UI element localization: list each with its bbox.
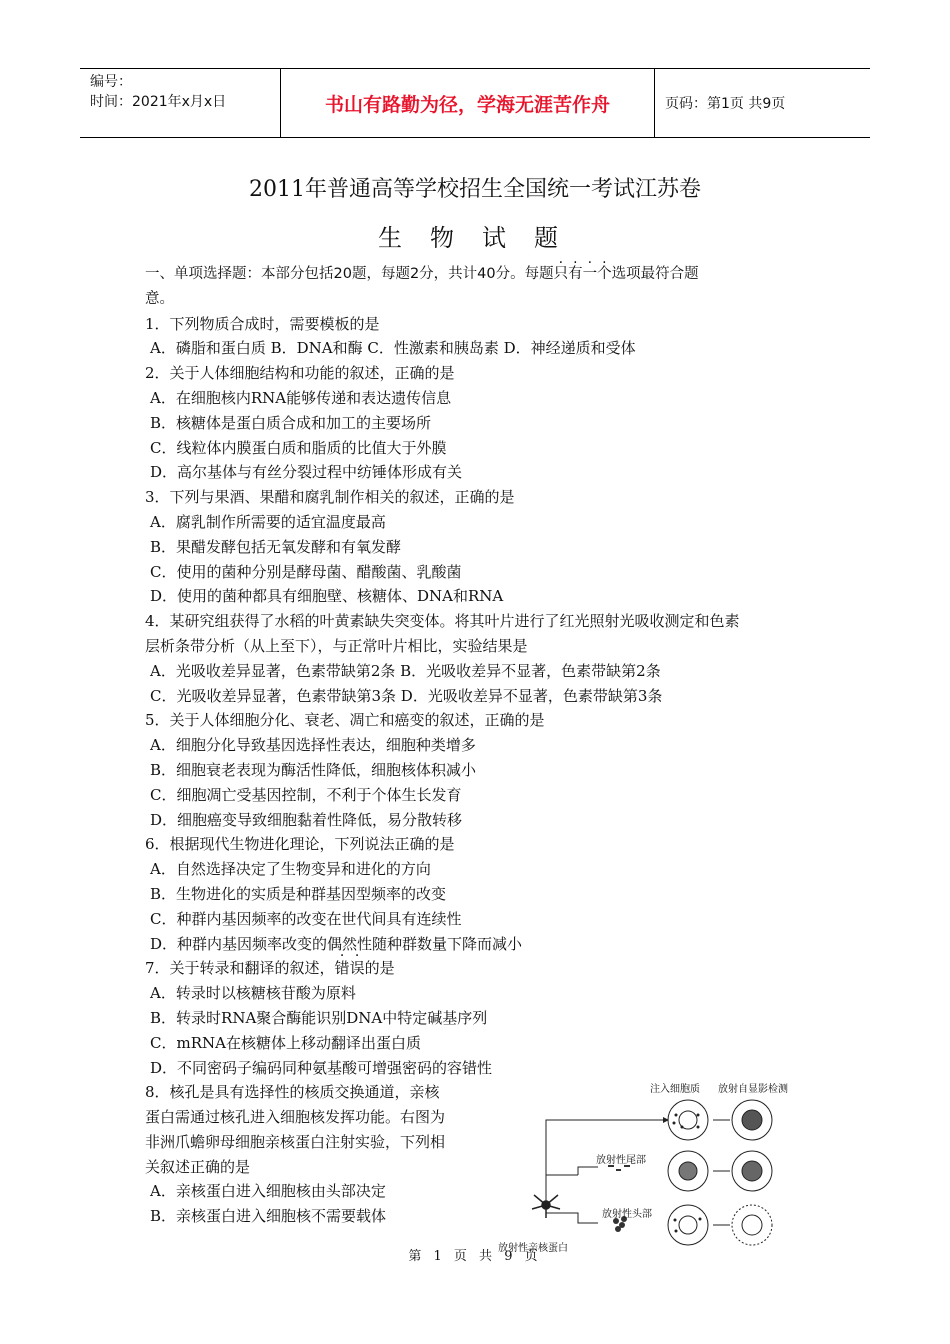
experiment-diagram bbox=[498, 1075, 818, 1265]
exam-subtitle: 生物试题 bbox=[378, 224, 586, 252]
q8-stem-2: 蛋白需通过核孔进入细胞核发挥功能。右图为 bbox=[145, 1108, 446, 1127]
exam-title: 2011年普通高等学校招生全国统一考试江苏卷 bbox=[249, 177, 701, 202]
header-page-info: 页码：第1页 共9页 bbox=[665, 96, 786, 112]
emphasis-char: 只 bbox=[553, 266, 569, 282]
q4-options-cd: C．光吸收差异显著，色素带缺第3条 D．光吸收差异不显著，色素带缺第3条 bbox=[150, 686, 663, 705]
q8-block bbox=[145, 1080, 505, 1229]
emphasis-char: 个 bbox=[597, 266, 612, 282]
cell-head-result bbox=[732, 1205, 772, 1245]
q5-option-b: B．细胞衰老表现为酶活性降低，细胞核体积减小 bbox=[150, 760, 477, 779]
q3-option-b: B．果醋发酵包括无氧发酵和有氧发酵 bbox=[150, 537, 402, 556]
q3-stem: 3．下列与果酒、果醋和腐乳制作相关的叙述，正确的是 bbox=[145, 488, 515, 507]
q7-option-c: C．mRNA在核糖体上移动翻译出蛋白质 bbox=[150, 1033, 421, 1052]
q1-options: A．磷脂和蛋白质 B．DNA和酶 C．性激素和胰岛素 D．神经递质和受体 bbox=[150, 339, 636, 358]
header-time: 时间：2021年x月x日 bbox=[90, 94, 227, 110]
label-inject: 注入细胞质 bbox=[650, 1084, 700, 1095]
header-motto: 书山有路勤为径，学海无涯苦作舟 bbox=[280, 69, 655, 137]
page-footer: 第 1 页 共 9 页 bbox=[408, 1249, 542, 1264]
q4-stem-1: 4．某研究组获得了水稻的叶黄素缺失突变体。将其叶片进行了红光照射光吸收测定和色素 bbox=[145, 612, 740, 631]
emphasis-dotted bbox=[554, 266, 612, 282]
q4-stem-2: 层析条带分析（从上至下），与正常叶片相比，实验结果是 bbox=[145, 636, 528, 655]
label-detect: 放射自显影检测 bbox=[718, 1084, 788, 1095]
cell-tail-result bbox=[732, 1151, 772, 1191]
label-head: 放射性头部 bbox=[602, 1209, 652, 1220]
q8-option-a: A．亲核蛋白进入细胞核由头部决定 bbox=[150, 1182, 386, 1201]
q1-stem: 1．下列物质合成时，需要模板的是 bbox=[145, 314, 380, 333]
header-meta bbox=[80, 69, 280, 137]
label-protein: 放射性亲核蛋白 bbox=[498, 1243, 568, 1254]
nucleoplasmin-figure bbox=[498, 1075, 818, 1265]
q6-option-d: D．种群内基因频率改变的偶然性随种群数量下降而减小 bbox=[150, 934, 523, 953]
emphasis-char: 有 bbox=[568, 266, 583, 282]
emphasis-char: 错 bbox=[334, 959, 350, 978]
q2-option-d: D．高尔基体与有丝分裂过程中纺锤体形成有关 bbox=[150, 463, 463, 482]
emphasis-dotted bbox=[335, 959, 365, 977]
q2-option-b: B．核糖体是蛋白质合成和加工的主要场所 bbox=[150, 413, 432, 432]
q8-stem-1: 8．核孔是具有选择性的核质交换通道，亲核 bbox=[145, 1083, 440, 1102]
q7-option-d: D．不同密码子编码同种氨基酸可增强密码的容错性 bbox=[150, 1058, 493, 1077]
q3-option-d: D．使用的菌种都具有细胞壁、核糖体、DNA和RNA bbox=[150, 587, 504, 606]
q6-option-a: A．自然选择决定了生物变异和进化的方向 bbox=[150, 860, 431, 879]
cell-head bbox=[668, 1205, 708, 1245]
q5-stem: 5．关于人体细胞分化、衰老、凋亡和癌变的叙述，正确的是 bbox=[145, 711, 545, 730]
q2-option-c: C．线粒体内膜蛋白质和脂质的比值大于外膜 bbox=[150, 438, 447, 457]
q8-stem-4: 关叙述正确的是 bbox=[145, 1157, 251, 1176]
page-header bbox=[80, 68, 870, 138]
cell-tail bbox=[668, 1151, 708, 1191]
emphasis-char: 误 bbox=[349, 959, 365, 978]
q2-option-a: A．在细胞核内RNA能够传递和表达遗传信息 bbox=[150, 388, 452, 407]
section-heading-cont: 意。 bbox=[145, 290, 174, 307]
q5-option-a: A．细胞分化导致基因选择性表达，细胞种类增多 bbox=[150, 736, 476, 755]
q3-option-a: A．腐乳制作所需要的适宜温度最高 bbox=[150, 512, 386, 531]
cell-control bbox=[668, 1100, 708, 1140]
header-number: 编号： bbox=[90, 74, 132, 90]
q7-option-b: B．转录时RNA聚合酶能识别DNA中特定碱基序列 bbox=[150, 1008, 488, 1027]
q3-option-c: C．使用的菌种分别是酵母菌、醋酸菌、乳酸菌 bbox=[150, 562, 462, 581]
q5-option-c: C．细胞凋亡受基因控制，不利于个体生长发育 bbox=[150, 785, 462, 804]
q8-option-b: B．亲核蛋白进入细胞核不需要载体 bbox=[150, 1207, 387, 1226]
q8-stem-3: 非洲爪蟾卵母细胞亲核蛋白注射实验，下列相 bbox=[145, 1132, 446, 1151]
q7-stem: 7．关于转录和翻译的叙述，错误的是 bbox=[145, 959, 395, 978]
label-tail: 放射性尾部 bbox=[596, 1155, 646, 1166]
emphasis-char: 一 bbox=[582, 266, 598, 282]
q2-stem: 2．关于人体细胞结构和功能的叙述，正确的是 bbox=[145, 364, 455, 383]
cell-control-result bbox=[732, 1100, 772, 1140]
q7-option-a: A．转录时以核糖核苷酸为原料 bbox=[150, 984, 356, 1003]
section-heading: 一、单项选择题：本部分包括20题，每题2分，共计40分。每题只有一个选项最符合题 bbox=[145, 266, 699, 282]
q4-options-ab: A．光吸收差异显著，色素带缺第2条 B．光吸收差异不显著，色素带缺第2条 bbox=[150, 661, 661, 680]
q6-stem: 6．根据现代生物进化理论，下列说法正确的是 bbox=[145, 835, 455, 854]
q6-option-b: B．生物进化的实质是种群基因型频率的改变 bbox=[150, 884, 447, 903]
q5-option-d: D．细胞癌变导致细胞黏着性降低，易分散转移 bbox=[150, 810, 463, 829]
q6-option-c: C．种群内基因频率的改变在世代间具有连续性 bbox=[150, 909, 462, 928]
